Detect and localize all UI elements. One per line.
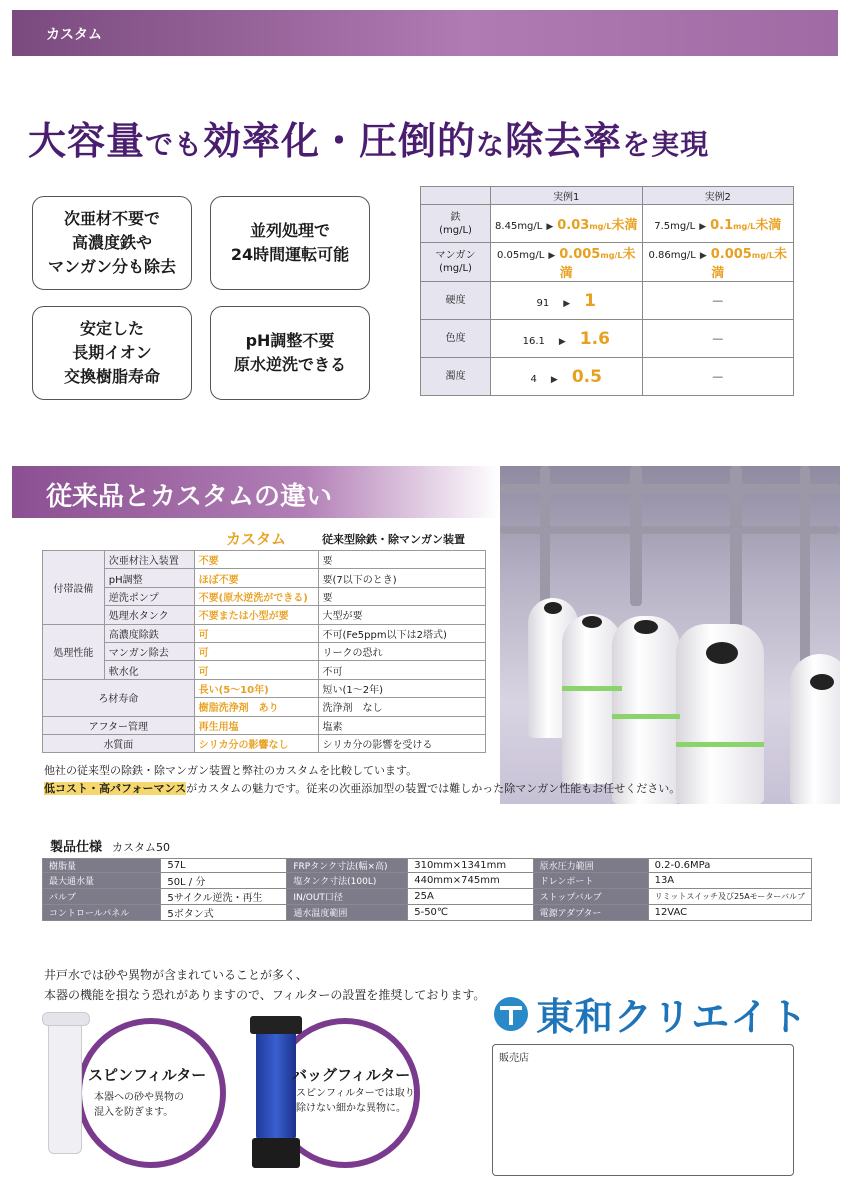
example1-cell bbox=[491, 243, 643, 282]
tank-band bbox=[676, 742, 764, 747]
table-row bbox=[421, 205, 794, 243]
table-row bbox=[421, 358, 794, 396]
spec-label: コントロールパネル bbox=[43, 905, 161, 921]
example2-cell: — bbox=[642, 282, 794, 320]
example2-cell bbox=[642, 205, 794, 243]
spec-title bbox=[50, 836, 170, 855]
spin-filter-title: スピンフィルター bbox=[88, 1066, 207, 1084]
item-cell: 次亜材注入装置 bbox=[104, 551, 194, 569]
item-cell: 水質面 bbox=[43, 734, 195, 752]
desc-line: 除けない細かな異物に。 bbox=[296, 1103, 406, 1114]
feature-box: 並列処理で 24時間運転可能 bbox=[210, 196, 370, 290]
after-value: 1 bbox=[584, 290, 596, 311]
unit: mg/L bbox=[751, 251, 774, 260]
tank-cap bbox=[634, 620, 658, 634]
tank-band bbox=[612, 714, 680, 719]
item-cell: アフター管理 bbox=[43, 716, 195, 734]
after-value: 0.5 bbox=[571, 366, 602, 387]
table-row bbox=[43, 873, 812, 889]
shop-label: 販売店 bbox=[499, 1053, 529, 1064]
table-row bbox=[43, 679, 486, 697]
spec-value: 13A bbox=[648, 873, 811, 889]
tank bbox=[612, 616, 680, 804]
item-cell: pH調整 bbox=[104, 569, 194, 587]
item-cell: ろ材寿命 bbox=[43, 679, 195, 716]
item-cell: 高濃度除鉄 bbox=[104, 624, 194, 642]
headline-part: でも bbox=[145, 128, 204, 161]
conventional-cell: 塩素 bbox=[318, 716, 485, 734]
bag-filter-base bbox=[252, 1138, 300, 1168]
bag-filter-image bbox=[256, 1030, 296, 1140]
tank-cap bbox=[706, 642, 738, 664]
spec-label: 原水圧力範囲 bbox=[533, 859, 648, 873]
spec-value: 310mm×1341mm bbox=[408, 859, 533, 873]
item-cell: 処理水タンク bbox=[104, 606, 194, 624]
example2-cell bbox=[642, 243, 794, 282]
pipe bbox=[800, 466, 810, 666]
table-row bbox=[421, 320, 794, 358]
pipe bbox=[630, 466, 642, 606]
row-label: 硬度 bbox=[421, 282, 491, 320]
custom-cell: 樹脂洗浄剤 あり bbox=[194, 698, 318, 716]
table-row bbox=[43, 889, 812, 905]
spec-label: ドレンポート bbox=[533, 873, 648, 889]
after-value: 0.005 bbox=[710, 247, 752, 262]
model-name: カスタム50 bbox=[112, 841, 171, 854]
unit: mg/L bbox=[600, 251, 623, 260]
before-value: 7.5mg/L bbox=[654, 221, 696, 232]
suffix: 未満 bbox=[559, 247, 636, 281]
before-value: 91 bbox=[536, 297, 550, 309]
example2-header: 実例2 bbox=[642, 187, 794, 205]
appeal-note bbox=[44, 780, 680, 796]
spec-label: ストップバルブ bbox=[533, 889, 648, 905]
spec-label: バルブ bbox=[43, 889, 161, 905]
desc-line: 混入を防ぎます。 bbox=[94, 1107, 174, 1118]
table-row bbox=[43, 905, 812, 921]
table-row bbox=[421, 243, 794, 282]
spin-filter-desc bbox=[94, 1090, 184, 1120]
example2-cell: — bbox=[642, 358, 794, 396]
bag-filter-top bbox=[250, 1016, 302, 1034]
spec-label: IN/OUT口径 bbox=[287, 889, 408, 905]
spin-filter-top bbox=[42, 1012, 90, 1026]
conventional-cell: 洗浄剤 なし bbox=[318, 698, 485, 716]
conventional-cell: 不可(Fe5ppm以下は2塔式) bbox=[318, 624, 485, 642]
before-value: 0.86mg/L bbox=[648, 250, 696, 261]
tank-cap bbox=[582, 616, 602, 628]
table-row bbox=[43, 661, 486, 679]
tank-cap bbox=[810, 674, 834, 690]
unit: mg/L bbox=[589, 222, 612, 231]
bag-filter-desc bbox=[296, 1086, 415, 1116]
spec-heading: 製品仕様 bbox=[50, 840, 103, 855]
suffix: 未満 bbox=[755, 218, 782, 233]
feature-box: pH調整不要 原水逆洗できる bbox=[210, 306, 370, 400]
tank-cap bbox=[544, 602, 562, 614]
comparison-note: 他社の従来型の除鉄・除マンガン装置と弊社のカスタムを比較しています。 bbox=[44, 764, 418, 777]
headline-part: 効率化・圧倒的 bbox=[203, 119, 477, 163]
spec-value: 57L bbox=[161, 859, 287, 873]
table-row bbox=[43, 606, 486, 624]
before-value: 0.05mg/L bbox=[497, 250, 545, 261]
pipe bbox=[730, 466, 742, 636]
spec-table bbox=[42, 858, 812, 921]
arrow-icon: ▶ bbox=[563, 298, 571, 309]
conventional-cell: 要(7以下のとき) bbox=[318, 569, 485, 587]
custom-cell: 再生用塩 bbox=[194, 716, 318, 734]
row-label: 色度 bbox=[421, 320, 491, 358]
table-row bbox=[43, 569, 486, 587]
tank-band bbox=[562, 686, 622, 691]
example1-cell bbox=[491, 358, 643, 396]
custom-cell: 可 bbox=[194, 642, 318, 660]
table-row bbox=[43, 716, 486, 734]
pipe bbox=[500, 484, 840, 494]
table-row bbox=[43, 624, 486, 642]
custom-cell: シリカ分の影響なし bbox=[194, 734, 318, 752]
spec-label: 樹脂量 bbox=[43, 859, 161, 873]
before-value: 4 bbox=[530, 373, 537, 385]
after-value: 0.03 bbox=[557, 218, 590, 233]
category-cell: 処理性能 bbox=[43, 624, 105, 679]
equipment-photo bbox=[500, 466, 840, 804]
suffix: 未満 bbox=[711, 247, 787, 281]
table-row bbox=[43, 587, 486, 605]
spec-label: 通水温度範囲 bbox=[287, 905, 408, 921]
conventional-cell: 不可 bbox=[318, 661, 485, 679]
highlight-text: 低コスト・高パフォーマンス bbox=[44, 782, 187, 795]
conventional-cell: 要 bbox=[318, 587, 485, 605]
spec-label: 最大通水量 bbox=[43, 873, 161, 889]
item-cell: 軟水化 bbox=[104, 661, 194, 679]
example1-cell bbox=[491, 320, 643, 358]
desc-line: 本器への砂や異物の bbox=[94, 1092, 184, 1103]
table-row bbox=[43, 551, 486, 569]
spec-value: 5ボタン式 bbox=[161, 905, 287, 921]
spec-label: 塩タンク寸法(100L) bbox=[287, 873, 408, 889]
headline bbox=[28, 110, 828, 165]
conventional-cell: シリカ分の影響を受ける bbox=[318, 734, 485, 752]
well-note-line: 井戸水では砂や異物が含まれていることが多く、 bbox=[44, 968, 308, 982]
example1-cell bbox=[491, 282, 643, 320]
header-bar bbox=[12, 10, 838, 56]
comparison-banner bbox=[12, 466, 500, 518]
unit: mg/L bbox=[733, 222, 756, 231]
custom-column-heading: カスタム bbox=[226, 530, 287, 548]
spec-value: 12VAC bbox=[648, 905, 811, 921]
spec-value: 5-50℃ bbox=[408, 905, 533, 921]
desc-line: スピンフィルターでは取り bbox=[296, 1088, 415, 1099]
after-value: 1.6 bbox=[579, 328, 610, 349]
arrow-icon: ▶ bbox=[546, 222, 554, 232]
arrow-icon: ▶ bbox=[699, 251, 707, 261]
shop-box bbox=[492, 1044, 794, 1176]
table-row bbox=[43, 642, 486, 660]
table-row bbox=[421, 282, 794, 320]
custom-cell: 不要 bbox=[194, 551, 318, 569]
example2-cell: — bbox=[642, 320, 794, 358]
pipe bbox=[500, 526, 840, 534]
headline-part: 除去率 bbox=[505, 119, 623, 163]
custom-cell: 可 bbox=[194, 624, 318, 642]
bag-filter-title: バッグフィルター bbox=[292, 1066, 411, 1084]
headline-part: を実現 bbox=[622, 128, 710, 161]
spec-value: リミットスイッチ及び25Aモーターバルブ bbox=[648, 889, 811, 905]
feature-box: 次亜材不要で 高濃度鉄や マンガン分も除去 bbox=[32, 196, 192, 290]
arrow-icon: ▶ bbox=[550, 374, 558, 385]
spin-filter-image bbox=[48, 1014, 82, 1154]
arrow-icon: ▶ bbox=[699, 222, 707, 232]
company-name: 東和クリエイト bbox=[536, 995, 809, 1039]
headline-part: な bbox=[476, 128, 506, 161]
example1-header: 実例1 bbox=[491, 187, 643, 205]
banner-title: 従来品とカスタムの違い bbox=[46, 482, 333, 512]
examples-table bbox=[420, 186, 794, 396]
spec-label: FRPタンク寸法(幅×高) bbox=[287, 859, 408, 873]
category-cell: 付帯設備 bbox=[43, 551, 105, 625]
arrow-icon: ▶ bbox=[548, 251, 556, 261]
after-value: 0.005 bbox=[559, 247, 601, 262]
row-label: 濁度 bbox=[421, 358, 491, 396]
table-row bbox=[43, 859, 812, 873]
spec-value: 440mm×745mm bbox=[408, 873, 533, 889]
conventional-column-heading: 従来型除鉄・除マンガン装置 bbox=[322, 533, 465, 546]
conventional-cell: リークの恐れ bbox=[318, 642, 485, 660]
custom-cell: 不要または小型が要 bbox=[194, 606, 318, 624]
item-cell: 逆洗ポンプ bbox=[104, 587, 194, 605]
corner-cell bbox=[421, 187, 491, 205]
spec-label: 電源アダプター bbox=[533, 905, 648, 921]
conventional-cell: 要 bbox=[318, 551, 485, 569]
spec-value: 5サイクル逆洗・再生 bbox=[161, 889, 287, 905]
pipe bbox=[540, 466, 550, 616]
before-value: 8.45mg/L bbox=[495, 221, 543, 232]
spec-value: 50L / 分 bbox=[161, 873, 287, 889]
before-value: 16.1 bbox=[522, 335, 545, 347]
item-cell: マンガン除去 bbox=[104, 642, 194, 660]
conventional-cell: 大型が要 bbox=[318, 606, 485, 624]
well-note-line: 本器の機能を損なう恐れがありますので、フィルターの設置を推奨しております。 bbox=[44, 988, 486, 1002]
custom-cell: ほぼ不要 bbox=[194, 569, 318, 587]
logo-mark-icon bbox=[494, 997, 528, 1031]
suffix: 未満 bbox=[611, 218, 638, 233]
conventional-cell: 短い(1～2年) bbox=[318, 679, 485, 697]
note-text: がカスタムの魅力です。従来の次亜添加型の装置では難しかった除マンガン性能もお任せください。 bbox=[186, 782, 681, 795]
comparison-table bbox=[42, 550, 486, 753]
feature-box: 安定した 長期イオン 交換樹脂寿命 bbox=[32, 306, 192, 400]
arrow-icon: ▶ bbox=[558, 336, 566, 347]
spec-value: 0.2-0.6MPa bbox=[648, 859, 811, 873]
row-label: マンガン (mg/L) bbox=[421, 243, 491, 282]
custom-cell: 不要(原水逆洗ができる) bbox=[194, 587, 318, 605]
table-row bbox=[43, 734, 486, 752]
headline-part: 大容量 bbox=[28, 119, 146, 163]
row-label: 鉄 (mg/L) bbox=[421, 205, 491, 243]
header-title: カスタム bbox=[46, 27, 102, 43]
custom-cell: 長い(5～10年) bbox=[194, 679, 318, 697]
company-logo bbox=[494, 986, 808, 1041]
custom-cell: 可 bbox=[194, 661, 318, 679]
example1-cell bbox=[491, 205, 643, 243]
after-value: 0.1 bbox=[710, 218, 734, 233]
spec-value: 25A bbox=[408, 889, 533, 905]
